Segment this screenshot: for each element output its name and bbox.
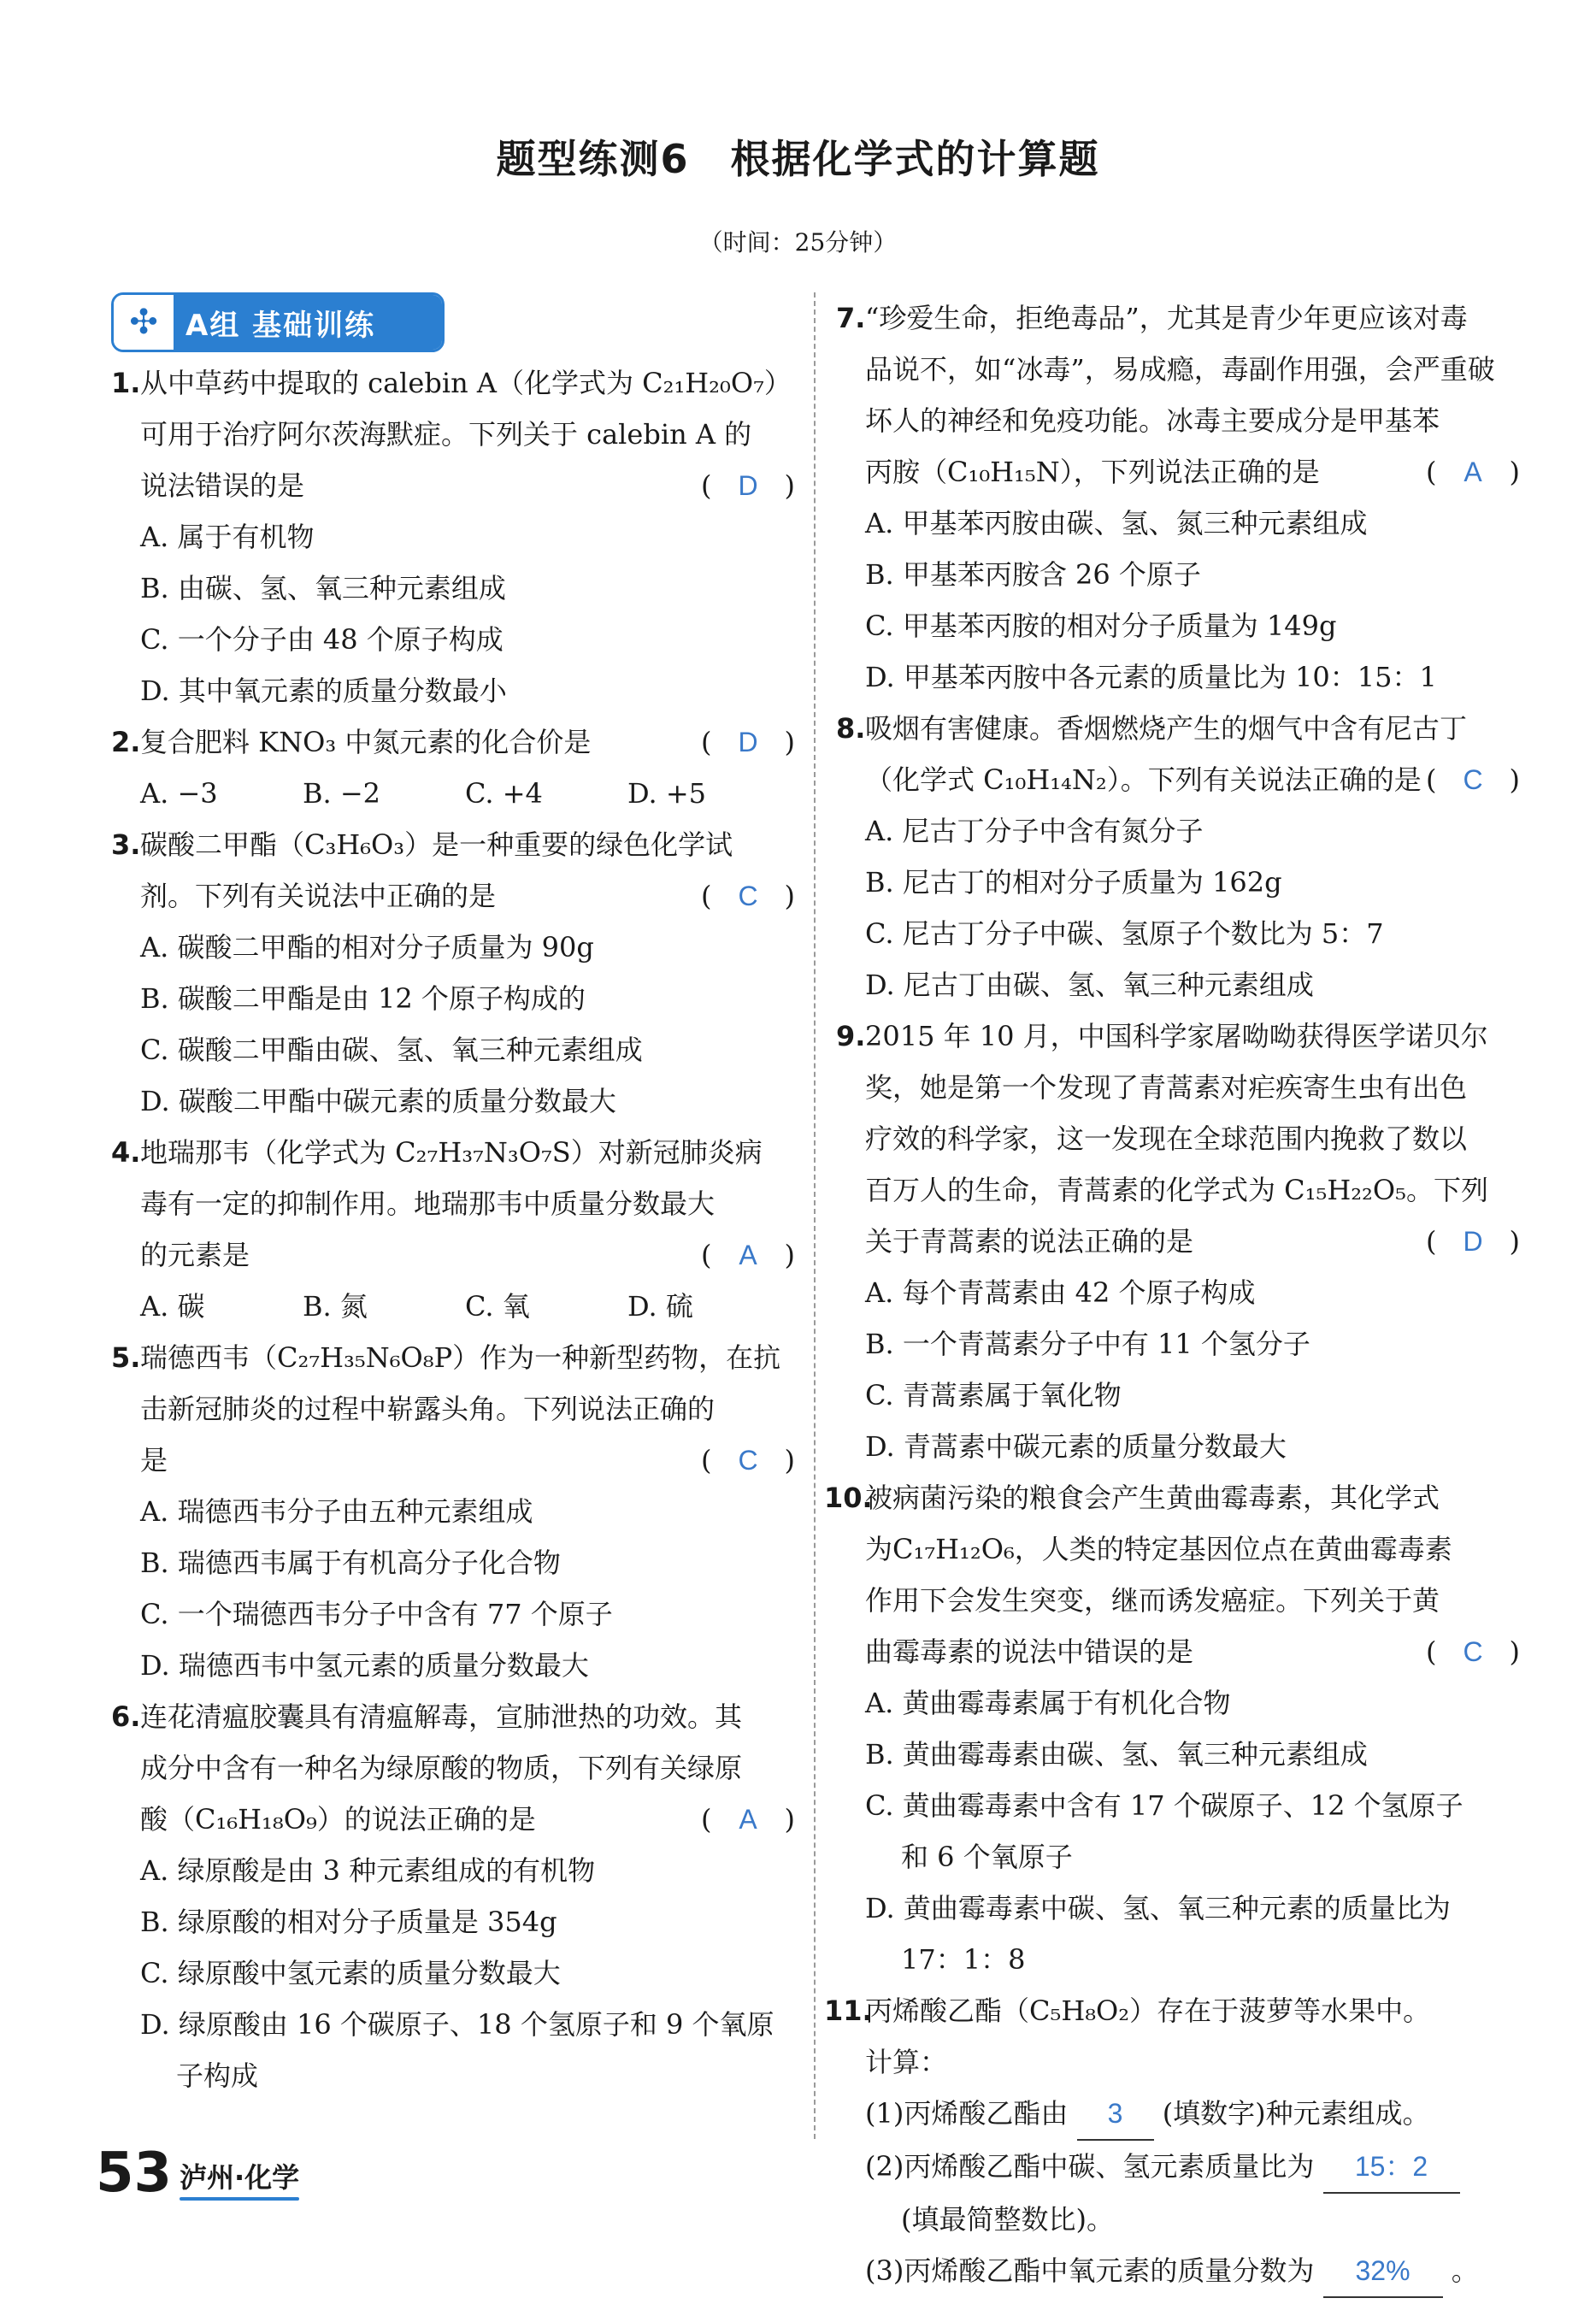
question-text: 碳酸二甲酯（C₃H₆O₃）是一种重要的绿色化学试 xyxy=(140,828,733,861)
question-3 xyxy=(111,819,795,1127)
question-4 xyxy=(111,1127,795,1332)
option-a: A. 属于有机物 xyxy=(140,521,315,553)
option-b: B. 氮 xyxy=(303,1290,368,1323)
option-b: B. −2 xyxy=(303,777,381,810)
question-text: 丙烯酸乙酯（C₅H₈O₂）存在于菠萝等水果中。 xyxy=(865,1995,1431,2027)
question-text: 毒有一定的抑制作用。地瑞那韦中质量分数最大 xyxy=(140,1187,716,1220)
option-c: C. 一个瑞德西韦分子中含有 77 个原子 xyxy=(140,1598,613,1630)
question-7 xyxy=(836,292,1520,703)
option-c-continued: 和 6 个氧原子 xyxy=(901,1841,1073,1873)
sub-question-2 xyxy=(836,2141,1520,2194)
question-number: 8. xyxy=(836,712,866,745)
question-text: 击新冠肺炎的过程中崭露头角。下列说法正确的 xyxy=(140,1393,716,1425)
option-a: A. 甲基苯丙胺由碳、氢、氮三种元素组成 xyxy=(865,507,1368,539)
answer-value: D xyxy=(738,470,758,501)
question-number: 11. xyxy=(824,1995,873,2027)
question-text: 丙胺（C₁₀H₁₅N），下列说法正确的是 xyxy=(865,456,1320,488)
option-c: C. 碳酸二甲酯由碳、氢、氧三种元素组成 xyxy=(140,1034,643,1066)
question-text: 作用下会发生突变，继而诱发癌症。下列关于黄 xyxy=(865,1584,1440,1617)
question-8 xyxy=(836,703,1520,1011)
answer-value: A xyxy=(1463,457,1482,487)
section-banner xyxy=(111,292,445,352)
question-number: 6. xyxy=(111,1700,141,1733)
question-text: 地瑞那韦（化学式为 C₂₇H₃₇N₃O₇S）对新冠肺炎病 xyxy=(140,1136,763,1169)
option-b: B. 绿原酸的相对分子质量是 354g xyxy=(140,1906,557,1938)
question-text: 品说不，如“冰毒”，易成瘾，毒副作用强，会严重破 xyxy=(865,353,1495,386)
option-c: C. 绿原酸中氢元素的质量分数最大 xyxy=(140,1957,561,1989)
option-d: D. 甲基苯丙胺中各元素的质量比为 10：15：1 xyxy=(865,661,1437,693)
question-11 xyxy=(824,1985,1520,2298)
option-c: C. 一个分子由 48 个原子构成 xyxy=(140,623,504,656)
option-c: C. 氧 xyxy=(465,1290,530,1323)
footer-label: 泸州·化学 xyxy=(180,2161,300,2194)
option-a: A. 黄曲霉毒素属于有机化合物 xyxy=(865,1687,1231,1719)
option-c: C. 尼古丁分子中碳、氢原子个数比为 5：7 xyxy=(865,917,1384,950)
option-b: B. 一个青蒿素分子中有 11 个氢分子 xyxy=(865,1328,1310,1360)
question-1 xyxy=(111,357,795,716)
answer-value: D xyxy=(1463,1226,1483,1257)
question-text: 曲霉毒素的说法中错误的是 xyxy=(865,1635,1194,1668)
answer-bracket: ( A ) xyxy=(701,1794,795,1845)
sub-question-text: (填数字)种元素组成。 xyxy=(1162,2097,1430,2130)
arrows-compress-icon: ✣ xyxy=(114,295,174,350)
question-text: 奖，她是第一个发现了青蒿素对疟疾寄生虫有出色 xyxy=(865,1071,1468,1104)
option-d: D. 其中氧元素的质量分数最小 xyxy=(140,675,507,707)
option-d: D. 碳酸二甲酯中碳元素的质量分数最大 xyxy=(140,1085,616,1117)
question-text: 酸（C₁₆H₁₈O₉）的说法正确的是 xyxy=(140,1803,536,1836)
time-limit: （时间：25分钟） xyxy=(698,228,898,256)
left-column xyxy=(111,292,795,2101)
option-b: B. 由碳、氢、氧三种元素组成 xyxy=(140,572,506,604)
answer-value: C xyxy=(738,881,758,911)
sub-question-text: 。 xyxy=(1451,2254,1479,2287)
option-c: C. +4 xyxy=(465,777,543,810)
question-number: 3. xyxy=(111,828,141,861)
section-banner-label: A组 基础训练 xyxy=(174,295,442,350)
answer-value: A xyxy=(739,1804,757,1835)
question-text: 说法错误的是 xyxy=(140,469,305,502)
question-text: 被病菌污染的粮食会产生黄曲霉毒素，其化学式 xyxy=(865,1482,1440,1514)
sub-question-text: (3)丙烯酸乙酯中氧元素的质量分数为 xyxy=(865,2254,1315,2287)
fill-blank-answer: 15：2 xyxy=(1323,2141,1460,2194)
question-text: 为C₁₇H₁₂O₆，人类的特定基因位点在黄曲霉毒素 xyxy=(865,1533,1452,1565)
question-text: （化学式 C₁₀H₁₄N₂）。下列有关说法正确的是 xyxy=(865,763,1422,796)
answer-bracket: ( D ) xyxy=(701,716,795,768)
question-number: 2. xyxy=(111,726,141,758)
options-row xyxy=(111,1281,795,1332)
question-text: 连花清瘟胶囊具有清瘟解毒，宣肺泄热的功效。其 xyxy=(140,1700,743,1733)
question-text: 计算： xyxy=(865,2046,948,2078)
option-d: D. 尼古丁由碳、氢、氧三种元素组成 xyxy=(865,969,1314,1001)
question-text: 可用于治疗阿尔茨海默症。下列关于 calebin A 的 xyxy=(140,418,752,451)
option-a: A. 尼古丁分子中含有氮分子 xyxy=(865,815,1204,847)
question-number: 7. xyxy=(836,302,866,334)
question-2 xyxy=(111,716,795,819)
question-text: 的元素是 xyxy=(140,1239,250,1271)
answer-value: C xyxy=(1463,764,1483,795)
question-text: 复合肥料 KNO₃ 中氮元素的化合价是 xyxy=(140,726,592,758)
fill-blank-answer: 32% xyxy=(1323,2245,1443,2298)
question-6 xyxy=(111,1691,795,2101)
option-a: A. 瑞德西韦分子由五种元素组成 xyxy=(140,1495,533,1528)
question-10 xyxy=(824,1472,1520,1985)
question-text: “珍爱生命，拒绝毒品”，尤其是青少年更应该对毒 xyxy=(865,302,1468,334)
option-d: D. 黄曲霉毒素中碳、氢、氧三种元素的质量比为 xyxy=(865,1892,1451,1924)
question-text: 百万人的生命，青蒿素的化学式为 C₁₅H₂₂O₅。下列 xyxy=(865,1174,1488,1206)
option-c: C. 黄曲霉毒素中含有 17 个碳原子、12 个氢原子 xyxy=(865,1789,1463,1822)
sub-question-1 xyxy=(836,2088,1520,2141)
question-5 xyxy=(111,1332,795,1691)
question-number: 9. xyxy=(836,1020,866,1052)
question-text: 瑞德西韦（C₂₇H₃₅N₆O₈P）作为一种新型药物，在抗 xyxy=(140,1341,781,1374)
answer-bracket: ( A ) xyxy=(1426,446,1520,498)
answer-bracket: ( C ) xyxy=(1426,754,1520,805)
answer-value: C xyxy=(738,1445,758,1476)
option-a: A. 绿原酸是由 3 种元素组成的有机物 xyxy=(140,1854,596,1887)
fill-blank-answer: 3 xyxy=(1077,2088,1154,2141)
answer-bracket: ( D ) xyxy=(1426,1216,1520,1267)
question-text: 坏人的神经和免疫功能。冰毒主要成分是甲基苯 xyxy=(865,404,1440,437)
answer-bracket: ( C ) xyxy=(701,870,795,922)
question-text: 吸烟有害健康。香烟燃烧产生的烟气中含有尼古丁 xyxy=(865,712,1468,745)
option-b: B. 碳酸二甲酯是由 12 个原子构成的 xyxy=(140,982,586,1015)
option-d: D. 青蒿素中碳元素的质量分数最大 xyxy=(865,1430,1287,1463)
right-column xyxy=(824,292,1520,2298)
question-number: 1. xyxy=(111,367,141,399)
sub-question-note: (填最简整数比)。 xyxy=(901,2203,1114,2236)
option-a: A. 碳 xyxy=(140,1290,205,1323)
question-text: 从中草药中提取的 calebin A（化学式为 C₂₁H₂₀O₇） xyxy=(140,367,792,399)
answer-bracket: ( A ) xyxy=(701,1229,795,1281)
answer-value: D xyxy=(738,727,758,757)
options-row xyxy=(111,768,795,819)
option-a: A. −3 xyxy=(140,777,218,810)
question-text: 剂。下列有关说法中正确的是 xyxy=(140,880,497,912)
answer-value: C xyxy=(1463,1636,1483,1667)
option-d: D. 瑞德西韦中氢元素的质量分数最大 xyxy=(140,1649,589,1682)
option-a: A. 每个青蒿素由 42 个原子构成 xyxy=(865,1276,1256,1309)
option-c: C. 青蒿素属于氧化物 xyxy=(865,1379,1122,1411)
page-title: 题型练测6 根据化学式的计算题 xyxy=(496,136,1100,182)
option-b: B. 瑞德西韦属于有机高分子化合物 xyxy=(140,1547,561,1579)
option-d: D. 绿原酸由 16 个碳原子、18 个氢原子和 9 个氧原 xyxy=(140,2008,774,2041)
option-d-continued: 17：1：8 xyxy=(901,1943,1026,1976)
sub-question-text: (2)丙烯酸乙酯中碳、氢元素质量比为 xyxy=(865,2150,1315,2183)
page-number: 53 xyxy=(96,2142,173,2205)
sub-question-3 xyxy=(836,2245,1520,2298)
answer-bracket: ( C ) xyxy=(1426,1626,1520,1677)
option-a: A. 碳酸二甲酯的相对分子质量为 90g xyxy=(140,931,594,963)
question-text: 疗效的科学家，这一发现在全球范围内挽救了数以 xyxy=(865,1123,1468,1155)
question-number: 4. xyxy=(111,1136,141,1169)
question-9 xyxy=(836,1011,1520,1472)
option-b: B. 尼古丁的相对分子质量为 162g xyxy=(865,866,1282,899)
option-d-continued: 子构成 xyxy=(176,2059,259,2092)
column-divider xyxy=(814,292,816,2139)
option-b: B. 甲基苯丙胺含 26 个原子 xyxy=(865,558,1201,591)
question-text: 2015 年 10 月，中国科学家屠呦呦获得医学诺贝尔 xyxy=(865,1020,1488,1052)
question-text: 是 xyxy=(140,1444,168,1476)
answer-value: A xyxy=(739,1240,757,1270)
answer-bracket: ( C ) xyxy=(701,1435,795,1486)
option-c: C. 甲基苯丙胺的相对分子质量为 149g xyxy=(865,610,1337,642)
sub-question-text: (1)丙烯酸乙酯由 xyxy=(865,2097,1069,2130)
question-text: 成分中含有一种名为绿原酸的物质，下列有关绿原 xyxy=(140,1752,743,1784)
footer-underline xyxy=(180,2197,299,2201)
answer-bracket: ( D ) xyxy=(701,460,795,511)
question-number: 10. xyxy=(824,1482,873,1514)
question-number: 5. xyxy=(111,1341,141,1374)
question-text: 关于青蒿素的说法正确的是 xyxy=(865,1225,1194,1258)
option-d: D. 硫 xyxy=(627,1290,693,1323)
option-d: D. +5 xyxy=(627,777,707,810)
option-b: B. 黄曲霉毒素由碳、氢、氧三种元素组成 xyxy=(865,1738,1368,1771)
